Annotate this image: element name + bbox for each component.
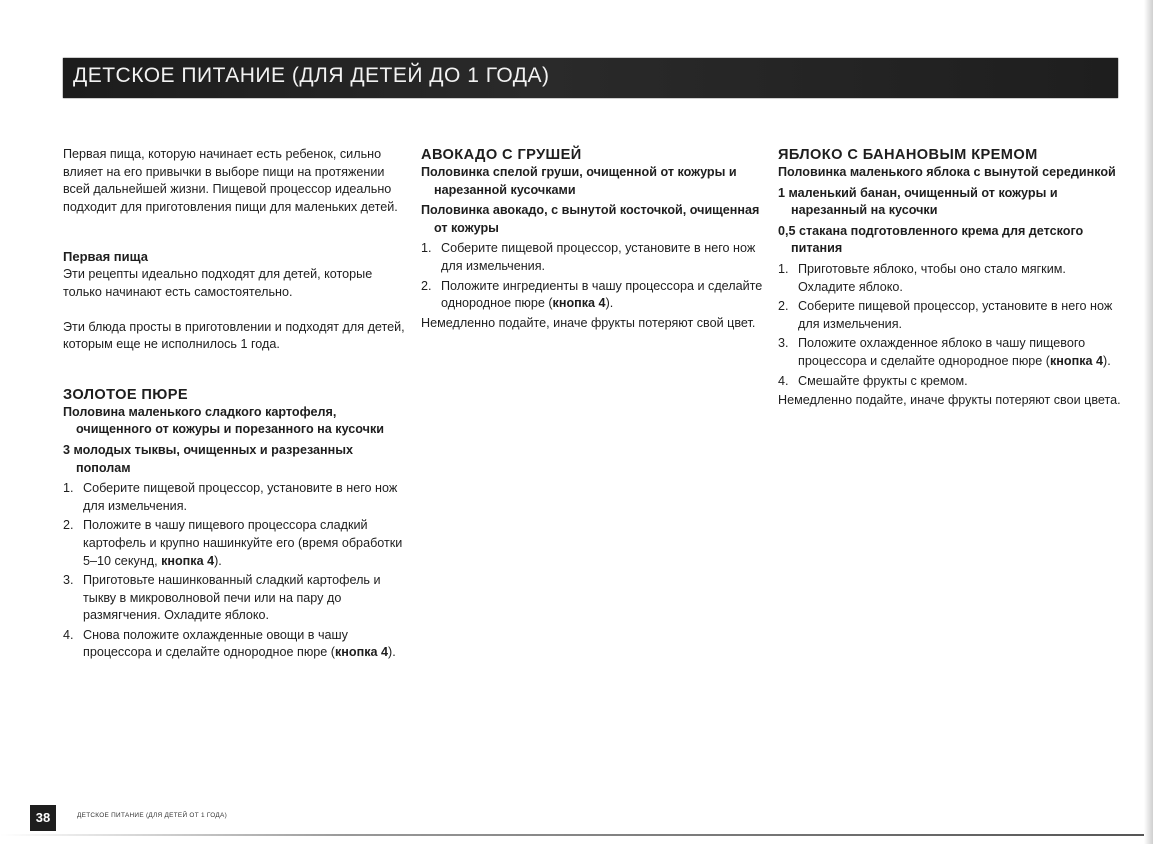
- ingredient: Половина маленького сладкого картофеля, очищенного от кожуры и порезанного на кусочки: [63, 404, 385, 437]
- header-bar: [63, 58, 1118, 98]
- avocado-pear-title: АВОКАДО С ГРУШЕЙ: [421, 147, 582, 163]
- step-text: Положите в чашу пищевого процессора сладкий картофель и крупно нашинкуйте его (время обработки 5–10 секунд,: [83, 518, 403, 568]
- step-text: Положите ингредиенты в чашу процессора и сделайте однородное пюре (: [441, 278, 763, 311]
- footer-text: ДЕТСКОЕ ПИТАНИЕ (ДЛЯ ДЕТЕЙ ОТ 1 ГОДА): [77, 812, 228, 819]
- ingredient: 0,5 стакана подготовленного крема для детского питания: [778, 223, 1084, 256]
- avocado-pear-steps: [421, 240, 766, 312]
- column-middle: [421, 146, 766, 332]
- step-number: 2.: [421, 278, 432, 293]
- serving-note: Немедленно подайте, иначе фрукты потеряют свой цвет.: [421, 315, 756, 330]
- step-text: Смешайте фрукты с кремом.: [798, 373, 968, 388]
- first-food-text-1: Эти рецепты идеально подходят для детей, которые только начинают есть самостоятельно.: [63, 267, 373, 299]
- button-reference: кнопка 4: [161, 553, 215, 568]
- step-text: Снова положите охлажденные овощи в чашу процессора и сделайте однородное пюре (: [83, 627, 348, 660]
- first-food-title: Первая пища: [63, 249, 148, 265]
- step: [778, 298, 1123, 333]
- ingredient: Половинка маленького яблока с вынутой серединкой: [778, 165, 1116, 179]
- step: [63, 572, 408, 625]
- apple-banana-steps: [778, 261, 1123, 390]
- step-text: Положите охлажденное яблоко в чашу пищевого процессора и сделайте однородное пюре (: [798, 336, 1086, 368]
- page-number: 38: [30, 805, 56, 831]
- first-food-text-2: Эти блюда просты в приготовлении и подходят для детей, которым еще не исполнилось 1 года.: [63, 319, 405, 352]
- step-number: 3.: [63, 573, 74, 588]
- page-title: ДЕТСКОЕ ПИТАНИЕ (ДЛЯ ДЕТЕЙ ДО 1 ГОДА): [73, 64, 550, 87]
- button-reference: кнопка 4: [552, 296, 606, 311]
- step-text: Соберите пищевой процессор, установите в него нож для измельчения.: [798, 299, 1113, 331]
- column-left: [63, 146, 408, 662]
- step: [778, 261, 1123, 296]
- step: [63, 627, 408, 662]
- golden-puree-steps: [63, 480, 408, 662]
- step-number: 4.: [778, 373, 789, 388]
- page-edge-shadow: [1144, 0, 1153, 844]
- step-number: 2.: [63, 518, 74, 533]
- ingredient: Половинка спелой груши, очищенной от кожуры и нарезанной кусочками: [421, 165, 737, 197]
- step-number: 3.: [778, 336, 789, 351]
- step: [421, 240, 766, 275]
- step: [421, 278, 766, 313]
- button-reference: кнопка 4: [1049, 353, 1104, 368]
- ingredient: 3 молодых тыквы, очищенных и разрезанных пополам: [63, 442, 354, 475]
- step-text-end: ).: [214, 553, 222, 568]
- step-text-end: ).: [388, 645, 396, 660]
- ingredient: 1 маленький банан, очищенный от кожуры и нарезанный на кусочки: [778, 185, 1058, 218]
- serving-note: Немедленно подайте, иначе фрукты потеряют свои цвета.: [778, 393, 1121, 408]
- step-text: Приготовьте яблоко, чтобы оно стало мягким. Охладите яблоко.: [798, 261, 1066, 294]
- bottom-rule: [0, 834, 1153, 836]
- apple-banana-title: ЯБЛОКО С БАНАНОВЫМ КРЕМОМ: [778, 147, 1038, 163]
- button-reference: кнопка 4: [334, 645, 389, 660]
- step-number: 1.: [421, 241, 432, 256]
- step: [63, 517, 408, 570]
- step-text-end: ).: [1103, 353, 1111, 368]
- step: [778, 373, 1123, 391]
- step-text: Приготовьте нашинкованный сладкий картофель и тыкву в микроволновой печи или на пару до размягчения. Охладите яблоко.: [83, 573, 381, 623]
- intro-paragraph: Первая пища, которую начинает есть ребенок, сильно влияет на его привычки в выборе пищи на протяжении всей дальнейшей жизни. Пищевой процессор идеально подходит для приготовления пищи для маленьких детей.: [63, 147, 398, 214]
- step-text: Соберите пищевой процессор, установите в него нож для измельчения.: [83, 481, 398, 513]
- step-text: Соберите пищевой процессор, установите в него нож для измельчения.: [441, 241, 756, 273]
- step-number: 1.: [778, 261, 789, 276]
- step-number: 4.: [63, 627, 74, 642]
- step-number: 1.: [63, 481, 74, 496]
- step: [778, 335, 1123, 370]
- ingredient: Половинка авокадо, с вынутой косточкой, очищенная от кожуры: [421, 203, 760, 235]
- step: [63, 480, 408, 515]
- step-text-end: ).: [605, 296, 614, 311]
- step-number: 2.: [778, 299, 789, 314]
- golden-puree-title: ЗОЛОТОЕ ПЮРЕ: [63, 386, 189, 403]
- column-right: [778, 146, 1123, 410]
